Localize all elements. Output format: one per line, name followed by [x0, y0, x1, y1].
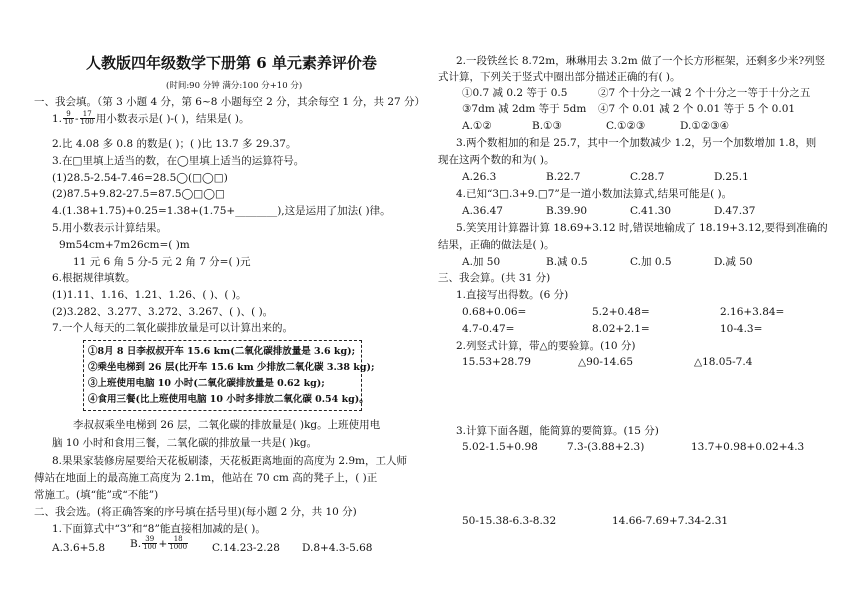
fraction-18-1000 [168, 536, 188, 552]
option-2-5-B: B.减 0.5 [546, 256, 588, 268]
part-3-1-heading: 1.直接写出得数。(6 分) [456, 289, 569, 301]
option-2-5-A: A.加 50 [462, 256, 501, 268]
question-1-5: 5.用小数表示计算结果。 [52, 222, 168, 234]
page-subtitle: (时间:90 分钟 满分:100 分+10 分) [166, 81, 303, 91]
fraction-denominator: 10 [64, 118, 73, 127]
simplify-calc-item: 13.7+0.98+0.02+4.3 [691, 441, 805, 453]
fraction-denominator: 100 [143, 543, 157, 552]
fraction-numerator: 18 [168, 536, 188, 544]
option-2-3-D: D.25.1 [714, 171, 749, 183]
fraction-39-100 [142, 536, 157, 552]
info-line-3: ③上班使用电脑 10 小时(二氧化碳排放量是 0.62 kg); [88, 378, 325, 389]
question-1-8a: 8.果果家装修房屋要给天花板刷漆，天花板距离地面的高度为 2.9m，工人师 [52, 455, 408, 467]
question-2-2-stmt-4: ④7 个 0.01 减 2 个 0.01 等于 5 个 0.01 [598, 103, 796, 115]
question-1-8c: 常施工。(填“能”或“不能”) [34, 489, 159, 501]
question-1-7a: 李叔叔乘坐电梯到 26 层，二氧化碳的排放量是( )kg。上班使用电 [73, 419, 381, 431]
question-1-8b: 傅站在地面上的最高施工高度为 2.1m，他站在 70 cm 高的凳子上，( )正 [34, 472, 378, 484]
option-2-2-C: C.①②③ [606, 120, 646, 132]
oral-calc-item: 0.68+0.06= [462, 306, 527, 318]
oral-calc-item: 5.2+0.48= [592, 306, 650, 318]
fraction-numerator: 9 [63, 111, 74, 119]
option-2-2-A: A.①② [462, 120, 492, 132]
question-1-6b: (2)3.282、3.277、3.272、3.267、( )、( )。 [52, 306, 274, 318]
option-2-4-A: A.36.47 [462, 205, 503, 217]
question-2-1: 1.下面算式中“3”和“8”能直接相加减的是( )。 [52, 523, 266, 535]
fraction-9-10 [63, 111, 74, 127]
question-2-2-stmt-3: ③7dm 减 2dm 等于 5dm [462, 103, 587, 115]
option-2-5-D: D.减 50 [714, 256, 753, 268]
question-1-3b: (2)87.5+9.82-27.5=87.5◯□◯□ [52, 188, 225, 200]
question-2-5b: 结果，正确的做法是( )。 [438, 239, 555, 251]
part-3-3-heading: 3.计算下面各题，能简算的要简算。(15 分) [456, 425, 659, 437]
question-1-1-number: 1. [52, 112, 63, 125]
question-1-7: 7.一个人每天的二氧化碳排放量是可以计算出来的。 [52, 322, 294, 334]
part-3-2-heading: 2.列竖式计算，带△的要验算。(10 分) [456, 340, 636, 352]
carbon-info-box [83, 340, 375, 411]
info-line-1: ①8月 8 日李叔叔开车 15.6 km(二氧化碳排放量是 3.6 kg); [88, 346, 356, 357]
fraction-17-100 [80, 111, 95, 127]
option-2-3-A: A.26.3 [462, 171, 497, 183]
info-line-2: ②乘坐电梯到 26 层(比开车 15.6 km 少排放二氧化碳 3.38 kg); [88, 362, 375, 373]
question-1-5b: 11 元 6 角 5 分-5 元 2 角 7 分=( )元 [73, 256, 251, 268]
option-2-2-B: B.①③ [532, 120, 562, 132]
section-2-heading: 二、我会选。(将正确答案的序号填在括号里)(每小题 2 分，共 10 分) [34, 506, 357, 518]
question-1-3a: (1)28.5-2.54-7.46=28.5◯(□◯□) [52, 172, 228, 184]
question-2-2b: 式计算，下列关于竖式中圈出部分描述正确的有( )。 [438, 71, 681, 83]
question-1-4: 4.(1.38+1.75)+0.25=1.38+(1.75+________),这是运用了加法( )律。 [52, 205, 391, 217]
simplify-calc-item: 7.3-(3.88+2.3) [567, 441, 645, 453]
option-2-5-C: C.加 0.5 [630, 256, 672, 268]
option-2-1-B [130, 536, 189, 552]
question-2-2-stmt-1: ①0.7 减 0.2 等于 0.5 [462, 87, 568, 99]
option-2-3-C: C.28.7 [630, 171, 665, 183]
question-2-3b: 现在这两个数的和为( )。 [438, 154, 555, 166]
fraction-numerator: 39 [142, 536, 157, 544]
page-title: 人教版四年级数学下册第 6 单元素养评价卷 [86, 54, 377, 72]
question-1-3: 3.在□里填上适当的数，在◯里填上适当的运算符号。 [52, 155, 305, 167]
option-2-1-C: C.14.23-2.28 [212, 542, 280, 554]
info-line-4: ④食用三餐(比上班使用电脑 10 小时多排放二氧化碳 0.54 kg)。 [88, 394, 369, 405]
option-letter: B. [130, 537, 142, 550]
option-2-3-B: B.22.7 [546, 171, 581, 183]
question-1-1: 1. $\frac{9}{10}$ - $\frac{17}{100}$ 用小数表示是( )-( )，结果是( )。 [52, 110, 250, 127]
option-2-2-D: D.①②③④ [680, 120, 730, 132]
option-2-1-A: A.3.6+5.8 [52, 542, 106, 554]
fraction-numerator: 17 [80, 111, 95, 119]
section-1-heading: 一、我会填。（第 3 小题 4 分，第 6~8 小题每空 2 分，其余每空 1 分，共 27 分） [34, 96, 426, 108]
question-1-7b: 脑 10 小时和食用三餐，二氧化碳的排放量一共是( )kg。 [52, 437, 318, 449]
question-2-5a: 5.笑笑用计算器计算 18.69+3.12 时,错误地输成了 18.19+3.12,要得到准确的 [456, 222, 828, 234]
question-1-1-text: 用小数表示是( )-( )，结果是( )。 [95, 112, 250, 125]
simplify-calc-item: 14.66-7.69+7.34-2.31 [612, 515, 729, 527]
option-2-1-D: D.8+4.3-5.68 [302, 542, 373, 554]
question-1-5a: 9m54cm+7m26cm=( )m [59, 239, 190, 251]
simplify-calc-item: 50-15.38-6.3-8.32 [462, 515, 557, 527]
question-1-6: 6.根据规律填数。 [52, 272, 136, 284]
simplify-calc-item: 5.02-1.5+0.98 [462, 441, 538, 453]
oral-calc-item: 2.16+3.84= [720, 306, 785, 318]
option-2-4-C: C.41.30 [630, 205, 672, 217]
question-2-2a: 2.一段铁丝长 8.72m，琳琳用去 3.2m 做了一个长方形框架，还剩多少米?列竖 [456, 55, 826, 67]
plus-sign: + [158, 537, 168, 550]
vertical-calc-item: 15.53+28.79 [462, 356, 531, 368]
oral-calc-item: 4.7-0.47= [462, 323, 515, 335]
vertical-calc-item: △18.05-7.4 [694, 356, 753, 368]
vertical-calc-item: △90-14.65 [578, 356, 634, 368]
question-2-3a: 3.两个数相加的和是 25.7，其中一个加数减少 1.2，另一个加数增加 1.8，则 [456, 137, 817, 149]
question-1-2: 2.比 4.08 多 0.8 的数是( )；( )比 13.7 多 29.37。 [52, 138, 297, 150]
fraction-denominator: 1000 [169, 543, 188, 552]
question-1-6a: (1)1.11、1.16、1.21、1.26、( )、( )。 [52, 289, 247, 301]
option-2-4-B: B.39.90 [546, 205, 588, 217]
fraction-denominator: 100 [80, 118, 94, 127]
question-2-2-stmt-2: ②7 个十分之一减 2 个十分之一等于十分之五 [598, 87, 811, 99]
question-2-4: 4.已知“3□.3+9.□7”是一道小数加法算式,结果可能是( )。 [456, 188, 733, 200]
oral-calc-item: 8.02+2.1= [592, 323, 650, 335]
section-3-heading: 三、我会算。(共 31 分) [438, 272, 551, 284]
oral-calc-item: 10-4.3= [720, 323, 763, 335]
option-2-4-D: D.47.37 [714, 205, 756, 217]
